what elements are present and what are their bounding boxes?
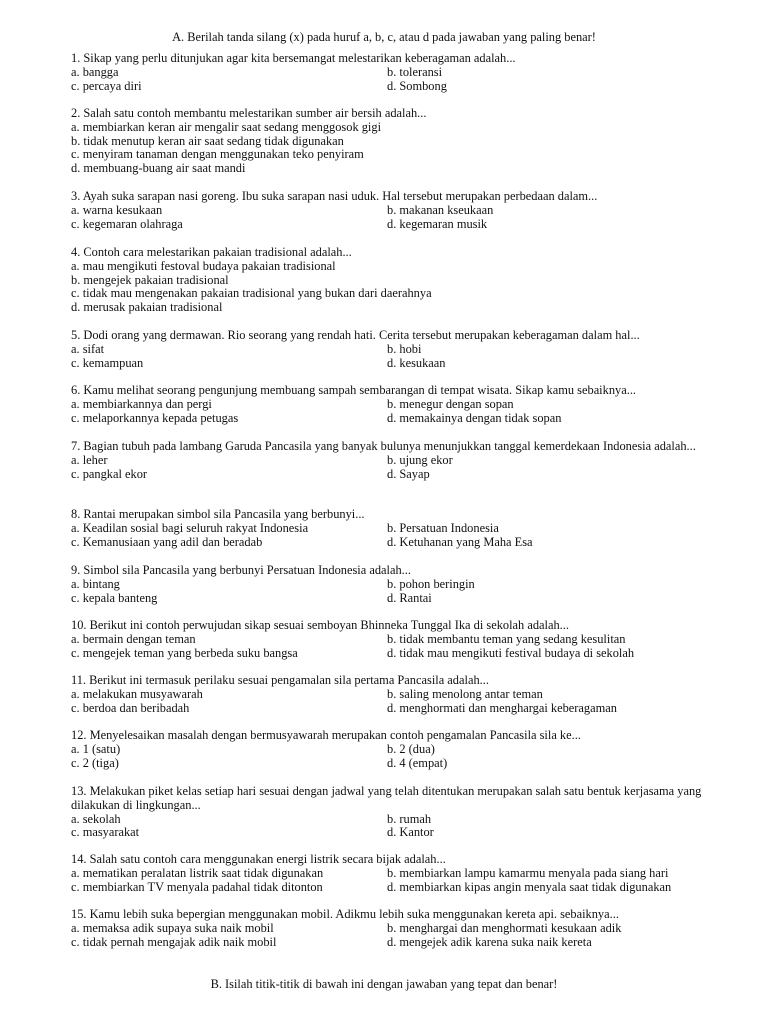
question-7 [71,440,721,481]
question-5 [71,329,721,370]
question-text: 8. Rantai merupakan simbol sila Pancasila yang berbunyi... [71,507,365,521]
answer-options [71,398,721,426]
option-b: b. rumah [387,811,432,826]
option-d: d. kesukaan [387,355,446,370]
option-c: c. Kemanusiaan yang adil dan beradab [71,534,263,549]
answer-options [71,260,721,315]
option-d: d. Sombong [387,78,447,93]
question-14 [71,853,721,894]
answer-options [71,454,721,482]
question-11 [71,674,721,715]
option-b: b. menegur dengan sopan [387,396,514,411]
option-b: b. menghargai dan menghormati kesukaan adik [387,920,622,935]
answer-options [71,66,721,94]
option-c: c. menyiram tanaman dengan menggunakan teko penyiram [71,147,364,162]
option-c: c. berdoa dan beribadah [71,700,190,715]
option-a: a. bintang [71,576,120,591]
option-d: d. Rantai [387,590,432,605]
option-a: a. Keadilan sosial bagi seluruh rakyat Indonesia [71,520,309,535]
option-b: b. ujung ekor [387,452,453,467]
question-text: 1. Sikap yang perlu ditunjukan agar kita bersemangat melestarikan keberagaman adalah... [71,51,516,65]
question-text: 9. Simbol sila Pancasila yang berbunyi Persatuan Indonesia adalah... [71,563,411,577]
option-b: b. mengejek pakaian tradisional [71,272,229,287]
option-c: c. kepala banteng [71,590,158,605]
option-c: c. 2 (tiga) [71,755,119,770]
option-c: c. kegemaran olahraga [71,216,183,231]
question-9 [71,564,721,605]
option-c: c. melaporkannya kepada petugas [71,410,239,425]
option-a: a. membiarkannya dan pergi [71,396,212,411]
answer-options [71,813,721,841]
section-b-instruction: B. Isilah titik-titik di bawah ini dengan jawaban yang tepat dan benar! [210,977,558,991]
answer-options [71,121,721,176]
option-b: b. hobi [387,341,422,356]
question-13 [71,785,721,840]
answer-options [71,343,721,371]
option-b: b. tidak membantu teman yang sedang kesulitan [387,631,626,646]
question-3 [71,190,721,231]
option-d: d. kegemaran musik [387,216,488,231]
question-4 [71,246,721,315]
option-a: a. bangga [71,64,119,79]
option-b: b. Persatuan Indonesia [387,520,499,535]
question-text: 10. Berikut ini contoh perwujudan sikap sesuai semboyan Bhinneka Tunggal Ika di sekolah adalah... [71,618,569,632]
option-c: c. mengejek teman yang berbeda suku bangsa [71,645,298,660]
question-1 [71,52,721,93]
option-c: c. tidak mau mengenakan pakaian tradisional yang bukan dari daerahnya [71,286,432,301]
option-c: c. kemampuan [71,355,144,370]
option-d: d. tidak mau mengikuti festival budaya di sekolah [387,645,635,660]
option-a: a. sifat [71,341,105,356]
answer-options [71,743,721,771]
question-12 [71,729,721,770]
answer-options [71,922,721,950]
answer-options [71,688,721,716]
option-a: a. memaksa adik supaya suka naik mobil [71,920,274,935]
question-8 [71,508,721,549]
option-a: a. bermain dengan teman [71,631,196,646]
option-b: b. pohon beringin [387,576,475,591]
option-b: b. tidak menutup keran air saat sedang tidak digunakan [71,133,344,148]
question-6 [71,384,721,425]
option-b: b. membiarkan lampu kamarmu menyala pada siang hari [387,865,669,880]
option-a: a. mematikan peralatan listrik saat tidak digunakan [71,865,324,880]
option-c: c. membiarkan TV menyala padahal tidak ditonton [71,879,323,894]
option-a: a. warna kesukaan [71,202,163,217]
question-text: 4. Contoh cara melestarikan pakaian tradisional adalah... [71,245,352,259]
answer-options [71,204,721,232]
question-text: 14. Salah satu contoh cara menggunakan energi listrik secara bijak adalah... [71,852,446,866]
question-text: 3. Ayah suka sarapan nasi goreng. Ibu suka sarapan nasi uduk. Hal tersebut merupakan perbedaan dalam... [71,189,598,203]
section-a-instruction: A. Berilah tanda silang (x) pada huruf a, b, c, atau d pada jawaban yang paling benar! [172,30,596,44]
option-d: d. membuang-buang air saat mandi [71,161,246,176]
option-a: a. leher [71,452,108,467]
question-text: 2. Salah satu contoh membantu melestarikan sumber air bersih adalah... [71,106,427,120]
option-d: d. menghormati dan menghargai keberagaman [387,700,617,715]
question-text: 5. Dodi orang yang dermawan. Rio seorang yang rendah hati. Cerita tersebut merupakan keberagaman dalam hal... [71,328,640,342]
option-a: a. sekolah [71,811,121,826]
answer-options [71,522,721,550]
option-d: d. Sayap [387,466,430,481]
question-text: 12. Menyelesaikan masalah dengan bermusyawarah merupakan contoh pengamalan Pancasila sila ke... [71,728,581,742]
option-a: a. melakukan musyawarah [71,686,203,701]
option-c: c. percaya diri [71,78,142,93]
answer-options [71,867,721,895]
question-15 [71,908,721,949]
option-a: a. membiarkan keran air mengalir saat sedang menggosok gigi [71,119,382,134]
option-d: d. membiarkan kipas angin menyala saat tidak digunakan [387,879,672,894]
question-text: 7. Bagian tubuh pada lambang Garuda Pancasila yang banyak bulunya menunjukkan tanggal kemerdekaan Indonesia adalah... [71,439,696,453]
option-c: c. masyarakat [71,825,140,840]
option-d: d. mengejek adik karena suka naik kereta [387,934,592,949]
answer-options [71,578,721,606]
option-d: d. 4 (empat) [387,755,448,770]
option-c: c. tidak pernah mengajak adik naik mobil [71,934,277,949]
option-b: b. 2 (dua) [387,741,435,756]
option-b: b. makanan kseukaan [387,202,494,217]
question-2 [71,107,721,176]
question-text: 11. Berikut ini termasuk perilaku sesuai pengamalan sila pertama Pancasila adalah... [71,673,489,687]
option-d: d. Ketuhanan yang Maha Esa [387,534,533,549]
option-d: d. memakainya dengan tidak sopan [387,410,562,425]
answer-options [71,633,721,661]
option-b: b. saling menolong antar teman [387,686,543,701]
question-text: 13. Melakukan piket kelas setiap hari sesuai dengan jadwal yang telah ditentukan merupakan salah satu bentuk kerjasama yang dilakukan di lingkungan... [71,784,702,812]
option-a: a. 1 (satu) [71,741,121,756]
option-a: a. mau mengikuti festoval budaya pakaian tradisional [71,258,336,273]
question-10 [71,619,721,660]
option-c: c. pangkal ekor [71,466,148,481]
option-b: b. toleransi [387,64,443,79]
question-text: 15. Kamu lebih suka bepergian menggunakan mobil. Adikmu lebih suka menggunakan kereta api. sebaiknya... [71,907,619,921]
option-d: d. merusak pakaian tradisional [71,300,223,315]
option-d: d. Kantor [387,825,434,840]
question-text: 6. Kamu melihat seorang pengunjung membuang sampah sembarangan di tempat wisata. Sikap kamu sebaiknya... [71,383,637,397]
